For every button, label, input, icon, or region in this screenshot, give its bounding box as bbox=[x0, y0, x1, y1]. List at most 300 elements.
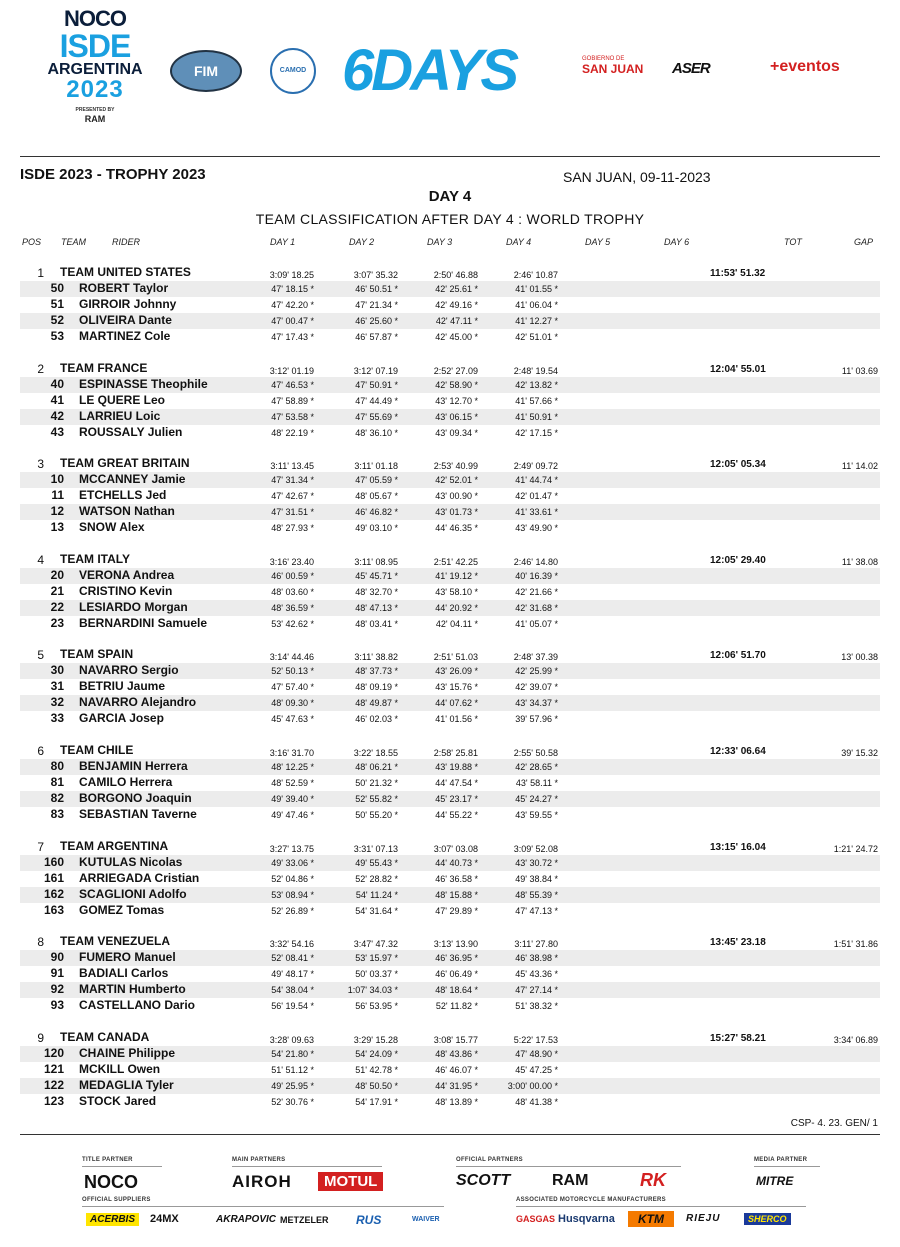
rider-name: MEDAGLIA Tyler bbox=[79, 1077, 174, 1092]
rider-day3-time: 48' 43.86 * bbox=[435, 1048, 478, 1059]
rider-day4-time: 41' 12.27 * bbox=[515, 316, 558, 326]
rider-day3-time: 42' 52.01 * bbox=[435, 475, 478, 486]
rider-day2-time: 52' 55.82 * bbox=[355, 794, 398, 804]
rider-day2-time: 45' 45.71 * bbox=[355, 570, 398, 581]
rider-name: SCAGLIONI Adolfo bbox=[79, 886, 187, 901]
rider-number: 53 bbox=[50, 329, 64, 343]
ram-logo: RAM bbox=[552, 1172, 589, 1189]
eventos-logo: +eventos bbox=[770, 58, 840, 75]
rider-day4-time: 47' 47.13 * bbox=[515, 905, 558, 916]
title-partner-label: TITLE PARTNER bbox=[82, 1157, 133, 1163]
document-code: CSP- 4. 23. GEN/ 1 bbox=[790, 1118, 878, 1129]
team-total-time: 13:15' 16.04 bbox=[710, 841, 766, 853]
rider-day1-time: 52' 08.41 * bbox=[271, 953, 314, 964]
team-total-time: 15:27' 58.21 bbox=[710, 1032, 766, 1044]
team-day1-time: 3:16' 31.70 bbox=[269, 748, 314, 758]
rider-day4-time: 41' 01.55 * bbox=[515, 284, 558, 294]
rider-number: 163 bbox=[43, 902, 64, 917]
col-day5: DAY 5 bbox=[585, 237, 611, 247]
rider-name: MCCANNEY Jamie bbox=[79, 472, 186, 487]
rider-day1-time: 52' 30.76 * bbox=[271, 1096, 314, 1107]
rider-day2-time: 46' 57.87 * bbox=[355, 332, 398, 342]
rider-day2-time: 50' 21.32 * bbox=[355, 778, 398, 788]
rider-day3-time: 44' 31.95 * bbox=[435, 1080, 478, 1091]
team-name: TEAM UNITED STATES bbox=[60, 265, 191, 279]
team-name: TEAM SPAIN bbox=[60, 647, 134, 662]
rider-name: BETRIU Jaume bbox=[79, 679, 166, 694]
team-position: 7 bbox=[37, 839, 44, 854]
rider-name: BADIALI Carlos bbox=[79, 966, 169, 981]
rider-day3-time: 41' 01.56 * bbox=[435, 714, 478, 725]
rider-day1-time: 49' 47.46 * bbox=[271, 810, 314, 820]
rider-day1-time: 49' 39.40 * bbox=[271, 794, 314, 804]
rider-day4-time: 48' 41.38 * bbox=[515, 1096, 558, 1107]
team-position: 9 bbox=[37, 1030, 44, 1045]
rider-name: CASTELLANO Dario bbox=[79, 998, 196, 1013]
team-position: 2 bbox=[37, 361, 44, 376]
rider-row bbox=[20, 903, 880, 919]
classification-subtitle: TEAM CLASSIFICATION AFTER DAY 4 : WORLD TROPHY bbox=[255, 211, 645, 227]
rider-day3-time: 45' 23.17 * bbox=[435, 794, 478, 804]
rider-name: ARRIEGADA Cristian bbox=[79, 870, 200, 885]
associated-manufacturers-label: ASSOCIATED MOTORCYCLE MANUFACTURERS bbox=[516, 1197, 666, 1203]
rider-number: 21 bbox=[50, 583, 64, 598]
rider-day4-time: 39' 57.96 * bbox=[515, 714, 558, 725]
rider-day3-time: 44' 47.54 * bbox=[435, 778, 478, 788]
rider-row bbox=[20, 472, 880, 488]
team-day1-time: 3:12' 01.19 bbox=[269, 365, 314, 376]
isde-argentina-logo: NOCO ISDE ARGENTINA 2023 PRESENTED BY RAM bbox=[47, 6, 143, 124]
rider-day2-time: 54' 11.24 * bbox=[355, 889, 398, 900]
rider-day2-time: 47' 50.91 * bbox=[355, 379, 398, 390]
rider-number: 43 bbox=[50, 424, 64, 439]
rider-day1-time: 46' 00.59 * bbox=[271, 570, 314, 581]
rider-number: 23 bbox=[50, 615, 64, 630]
rider-row bbox=[20, 584, 880, 600]
team-day4-time: 2:49' 09.72 bbox=[513, 461, 558, 472]
col-day6: DAY 6 bbox=[664, 237, 690, 247]
team-day4-time: 5:22' 17.53 bbox=[513, 1034, 558, 1045]
team-day1-time: 3:09' 18.25 bbox=[269, 270, 314, 280]
rider-number: 22 bbox=[50, 599, 64, 614]
team-day3-time: 2:52' 27.09 bbox=[433, 365, 478, 376]
rider-day1-time: 53' 08.94 * bbox=[271, 889, 314, 900]
official-suppliers-label: OFFICIAL SUPPLIERS bbox=[82, 1197, 151, 1203]
rider-day3-time: 48' 18.64 * bbox=[435, 985, 478, 996]
team-total-time: 13:45' 23.18 bbox=[710, 937, 766, 949]
sixdays-logo: 6DAYS bbox=[342, 38, 517, 103]
rider-day4-time: 42' 39.07 * bbox=[515, 682, 558, 693]
rider-row bbox=[20, 297, 880, 313]
rider-day3-time: 46' 06.49 * bbox=[435, 969, 478, 980]
rider-name: CHAINE Philippe bbox=[79, 1045, 176, 1060]
team-row bbox=[20, 552, 880, 568]
rider-day1-time: 54' 21.80 * bbox=[271, 1048, 314, 1059]
rider-day3-time: 42' 45.00 * bbox=[435, 332, 478, 342]
team-day2-time: 3:31' 07.13 bbox=[353, 843, 398, 854]
day-title: DAY 4 bbox=[428, 188, 472, 205]
rider-day3-time: 44' 40.73 * bbox=[435, 857, 478, 868]
team-total-time: 12:06' 51.70 bbox=[710, 650, 766, 662]
rider-day1-time: 45' 47.63 * bbox=[271, 714, 314, 725]
team-name: TEAM GREAT BRITAIN bbox=[60, 456, 190, 471]
team-gap: 1:21' 24.72 bbox=[833, 843, 878, 854]
rider-row bbox=[20, 679, 880, 695]
rider-day2-time: 46' 46.82 * bbox=[355, 507, 398, 518]
rider-name: MARTINEZ Cole bbox=[79, 329, 171, 343]
rider-day1-time: 49' 48.17 * bbox=[271, 969, 314, 980]
rider-number: 41 bbox=[50, 392, 64, 407]
rider-row bbox=[20, 1062, 880, 1078]
rider-row bbox=[20, 871, 880, 887]
rider-number: 123 bbox=[43, 1093, 64, 1108]
rider-name: LARRIEU Loic bbox=[79, 408, 161, 423]
rider-day2-time: 47' 44.49 * bbox=[355, 395, 398, 406]
rider-number: 122 bbox=[43, 1077, 64, 1092]
rider-day1-time: 48' 27.93 * bbox=[271, 523, 314, 534]
rider-name: MCKILL Owen bbox=[79, 1061, 161, 1076]
rider-day3-time: 42' 25.61 * bbox=[435, 284, 478, 294]
rider-day4-time: 43' 49.90 * bbox=[515, 523, 558, 534]
rider-row bbox=[20, 791, 880, 807]
rider-day4-time: 3:00' 00.00 * bbox=[507, 1080, 558, 1091]
col-day1: DAY 1 bbox=[270, 237, 296, 247]
rider-day3-time: 43' 58.10 * bbox=[435, 586, 478, 597]
rider-number: 90 bbox=[50, 950, 64, 965]
team-name: TEAM VENEZUELA bbox=[60, 934, 171, 949]
acerbis-logo: ACERBIS bbox=[86, 1213, 139, 1226]
rider-row bbox=[20, 966, 880, 982]
col-day2: DAY 2 bbox=[349, 237, 375, 247]
rider-day1-time: 47' 00.47 * bbox=[271, 316, 314, 326]
rider-number: 33 bbox=[50, 711, 64, 726]
rider-number: 11 bbox=[51, 488, 64, 503]
team-position: 8 bbox=[37, 935, 44, 950]
team-day4-time: 2:46' 10.87 bbox=[513, 270, 558, 280]
rider-row bbox=[20, 616, 880, 632]
team-gap: 39' 15.32 bbox=[841, 748, 878, 758]
rider-number: 30 bbox=[50, 663, 64, 678]
team-gap: 11' 14.02 bbox=[841, 461, 878, 472]
team-day1-time: 3:27' 13.75 bbox=[269, 843, 314, 854]
rider-day1-time: 47' 31.51 * bbox=[271, 507, 314, 518]
rider-day3-time: 43' 12.70 * bbox=[435, 395, 478, 406]
media-partner-label: MEDIA PARTNER bbox=[754, 1157, 808, 1163]
rider-day2-time: 46' 50.51 * bbox=[355, 284, 398, 294]
team-day4-time: 3:09' 52.08 bbox=[513, 843, 558, 854]
rider-day4-time: 42' 31.68 * bbox=[515, 602, 558, 613]
ktm-logo: KTM bbox=[628, 1211, 674, 1227]
rider-day2-time: 48' 05.67 * bbox=[355, 491, 398, 502]
rider-day4-time: 42' 17.15 * bbox=[515, 427, 558, 438]
team-day4-time: 2:46' 14.80 bbox=[513, 556, 558, 567]
rider-day1-time: 52' 04.86 * bbox=[271, 873, 314, 884]
rider-name: FUMERO Manuel bbox=[79, 950, 176, 965]
rider-day1-time: 52' 50.13 * bbox=[271, 666, 314, 677]
rider-day1-time: 47' 58.89 * bbox=[271, 395, 314, 406]
rider-number: 93 bbox=[50, 998, 64, 1013]
rider-day3-time: 42' 04.11 * bbox=[435, 618, 478, 629]
rider-name: NAVARRO Sergio bbox=[79, 663, 179, 678]
rider-day3-time: 43' 19.88 * bbox=[435, 762, 478, 772]
rider-row bbox=[20, 759, 880, 775]
rider-day2-time: 1:07' 34.03 * bbox=[347, 985, 398, 996]
sherco-logo: SHERCO bbox=[744, 1213, 791, 1225]
rider-row bbox=[20, 488, 880, 504]
team-name: TEAM CHILE bbox=[60, 743, 134, 757]
rider-day2-time: 54' 31.64 * bbox=[355, 905, 398, 916]
rider-day2-time: 47' 05.59 * bbox=[355, 475, 398, 486]
scott-logo: SCOTT bbox=[456, 1172, 511, 1189]
team-day3-time: 2:58' 25.81 bbox=[433, 748, 478, 758]
rider-day2-time: 48' 09.19 * bbox=[355, 682, 398, 693]
rider-day1-time: 54' 38.04 * bbox=[271, 985, 314, 996]
rider-row bbox=[20, 329, 880, 345]
team-day4-time: 2:48' 37.39 bbox=[513, 652, 558, 663]
rider-number: 82 bbox=[50, 791, 64, 805]
rider-day3-time: 44' 55.22 * bbox=[435, 810, 478, 820]
header-divider bbox=[20, 156, 880, 157]
rider-day3-time: 46' 36.95 * bbox=[435, 953, 478, 964]
rider-day3-time: 48' 15.88 * bbox=[435, 889, 478, 900]
rider-name: OLIVEIRA Dante bbox=[79, 313, 172, 327]
rider-day4-time: 49' 38.84 * bbox=[515, 873, 558, 884]
team-day3-time: 3:13' 13.90 bbox=[433, 939, 478, 950]
rider-name: WATSON Nathan bbox=[79, 504, 175, 519]
rider-name: STOCK Jared bbox=[79, 1093, 157, 1108]
rider-day4-time: 42' 21.66 * bbox=[515, 586, 558, 597]
rider-name: SNOW Alex bbox=[79, 520, 145, 535]
rider-row bbox=[20, 695, 880, 711]
rider-day1-time: 48' 03.60 * bbox=[271, 586, 314, 597]
rider-name: ETCHELLS Jed bbox=[79, 488, 167, 503]
rider-day4-time: 47' 48.90 * bbox=[515, 1048, 558, 1059]
rider-day4-time: 41' 57.66 * bbox=[515, 395, 558, 406]
rider-row bbox=[20, 281, 880, 297]
rider-day4-time: 42' 01.47 * bbox=[515, 491, 558, 502]
team-gap: 1:51' 31.86 bbox=[833, 939, 878, 950]
rider-name: BENJAMIN Herrera bbox=[79, 759, 188, 773]
rider-day2-time: 47' 21.34 * bbox=[355, 300, 398, 310]
col-team: TEAM bbox=[61, 237, 87, 247]
rider-row bbox=[20, 950, 880, 966]
rider-day1-time: 51' 51.12 * bbox=[271, 1064, 314, 1075]
rider-day1-time: 48' 52.59 * bbox=[271, 778, 314, 788]
team-day3-time: 3:07' 03.08 bbox=[433, 843, 478, 854]
col-day4: DAY 4 bbox=[506, 237, 532, 247]
rider-day1-time: 47' 17.43 * bbox=[271, 332, 314, 342]
rider-day2-time: 48' 03.41 * bbox=[355, 618, 398, 629]
motul-logo: MOTUL bbox=[318, 1172, 383, 1191]
rider-day3-time: 41' 19.12 * bbox=[435, 570, 478, 581]
rider-row bbox=[20, 1046, 880, 1062]
rider-day4-time: 41' 05.07 * bbox=[515, 618, 558, 629]
team-day2-time: 3:07' 35.32 bbox=[353, 270, 398, 280]
rider-day3-time: 44' 07.62 * bbox=[435, 698, 478, 709]
rider-day1-time: 47' 53.58 * bbox=[271, 411, 314, 422]
document-title: ISDE 2023 - TROPHY 2023 bbox=[20, 166, 206, 183]
gasgas-logo: GASGAS bbox=[516, 1214, 556, 1224]
col-tot: TOT bbox=[784, 237, 802, 247]
rider-day3-time: 43' 01.73 * bbox=[435, 507, 478, 518]
team-day2-time: 3:11' 38.82 bbox=[354, 652, 398, 663]
team-row bbox=[20, 934, 880, 950]
team-total-time: 12:04' 55.01 bbox=[710, 363, 766, 375]
rus-logo: RUS bbox=[356, 1213, 382, 1227]
rider-row bbox=[20, 600, 880, 616]
rider-day2-time: 48' 36.10 * bbox=[355, 427, 398, 438]
team-row bbox=[20, 265, 880, 281]
rider-day3-time: 44' 46.35 * bbox=[435, 523, 478, 534]
rider-day3-time: 48' 13.89 * bbox=[435, 1096, 478, 1107]
rider-name: BERNARDINI Samuele bbox=[79, 615, 208, 630]
rider-day4-time: 41' 33.61 * bbox=[515, 507, 558, 518]
rider-row bbox=[20, 1078, 880, 1094]
rider-day1-time: 47' 46.53 * bbox=[271, 379, 314, 390]
team-row bbox=[20, 743, 880, 759]
rider-day2-time: 47' 55.69 * bbox=[355, 411, 398, 422]
akrapovic-logo: AKRAPOVIC bbox=[216, 1214, 277, 1225]
rider-day2-time: 46' 02.03 * bbox=[355, 714, 398, 725]
team-day4-time: 2:55' 50.58 bbox=[513, 748, 558, 758]
team-day3-time: 2:53' 40.99 bbox=[433, 461, 478, 472]
rider-number: 92 bbox=[50, 982, 64, 997]
rider-row bbox=[20, 313, 880, 329]
team-row bbox=[20, 1030, 880, 1046]
rider-day2-time: 48' 06.21 * bbox=[355, 762, 398, 772]
rider-day1-time: 47' 42.20 * bbox=[271, 300, 314, 310]
rider-day4-time: 42' 28.65 * bbox=[515, 762, 558, 772]
cam-logo: CAMOD bbox=[270, 48, 316, 94]
team-day4-time: 3:11' 27.80 bbox=[514, 939, 558, 950]
team-day2-time: 3:22' 18.55 bbox=[353, 748, 398, 758]
rider-day4-time: 47' 27.14 * bbox=[515, 985, 558, 996]
team-day3-time: 2:51' 51.03 bbox=[433, 652, 478, 663]
rider-name: CRISTINO Kevin bbox=[79, 583, 173, 598]
rider-number: 12 bbox=[50, 504, 64, 519]
team-name: TEAM ARGENTINA bbox=[60, 838, 169, 853]
rider-row bbox=[20, 425, 880, 441]
rider-number: 50 bbox=[50, 281, 64, 295]
rider-name: VERONA Andrea bbox=[79, 567, 175, 582]
team-day1-time: 3:16' 23.40 bbox=[269, 556, 314, 567]
noco-logo: NOCO bbox=[84, 1172, 138, 1192]
rider-day2-time: 56' 53.95 * bbox=[355, 1001, 398, 1012]
rider-day3-time: 47' 29.89 * bbox=[435, 905, 478, 916]
rider-day2-time: 52' 28.82 * bbox=[355, 873, 398, 884]
team-total-time: 12:05' 29.40 bbox=[710, 554, 766, 566]
col-rider: RIDER bbox=[112, 237, 141, 247]
rider-day4-time: 41' 50.91 * bbox=[515, 411, 558, 422]
rider-day3-time: 43' 06.15 * bbox=[435, 411, 478, 422]
rider-day4-time: 43' 58.11 * bbox=[515, 778, 558, 788]
rider-row bbox=[20, 520, 880, 536]
rider-number: 10 bbox=[50, 472, 64, 487]
team-day3-time: 2:51' 42.25 bbox=[433, 556, 478, 567]
team-day2-time: 3:12' 07.19 bbox=[353, 365, 398, 376]
rider-row bbox=[20, 807, 880, 823]
rider-day1-time: 47' 57.40 * bbox=[271, 682, 314, 693]
rider-day2-time: 53' 15.97 * bbox=[355, 953, 398, 964]
team-day1-time: 3:14' 44.46 bbox=[269, 652, 314, 663]
rider-day3-time: 43' 09.34 * bbox=[435, 427, 478, 438]
rider-name: SEBASTIAN Taverne bbox=[79, 807, 197, 821]
rider-number: 91 bbox=[50, 966, 64, 981]
rider-day1-time: 47' 42.67 * bbox=[271, 491, 314, 502]
team-position: 3 bbox=[37, 457, 44, 472]
team-name: TEAM CANADA bbox=[60, 1029, 150, 1044]
team-day3-time: 2:50' 46.88 bbox=[433, 270, 478, 280]
rider-day2-time: 49' 55.43 * bbox=[355, 857, 398, 868]
team-day2-time: 3:11' 01.18 bbox=[354, 461, 398, 472]
rider-day3-time: 42' 58.90 * bbox=[435, 379, 478, 390]
rider-day3-time: 43' 00.90 * bbox=[435, 491, 478, 502]
team-position: 5 bbox=[37, 648, 44, 663]
rider-row bbox=[20, 568, 880, 584]
rider-name: GOMEZ Tomas bbox=[79, 902, 165, 917]
team-day1-time: 3:11' 13.45 bbox=[270, 461, 314, 472]
team-position: 4 bbox=[37, 552, 44, 567]
fim-logo: FIM bbox=[170, 50, 242, 92]
rider-name: CAMILO Herrera bbox=[79, 775, 173, 789]
rider-day2-time: 46' 25.60 * bbox=[355, 316, 398, 326]
rider-day4-time: 42' 51.01 * bbox=[515, 332, 558, 342]
main-partners-label: MAIN PARTNERS bbox=[232, 1157, 286, 1163]
rider-day1-time: 48' 12.25 * bbox=[271, 762, 314, 772]
rider-day3-time: 43' 15.76 * bbox=[435, 682, 478, 693]
rider-day3-time: 42' 47.11 * bbox=[435, 316, 478, 326]
rider-day2-time: 54' 17.91 * bbox=[355, 1096, 398, 1107]
rider-day1-time: 48' 22.19 * bbox=[271, 427, 314, 438]
rider-number: 52 bbox=[50, 313, 64, 327]
team-day1-time: 3:28' 09.63 bbox=[269, 1034, 314, 1045]
aser-logo: ASER bbox=[672, 60, 710, 77]
rider-row bbox=[20, 377, 880, 393]
rider-day3-time: 52' 11.82 * bbox=[435, 1001, 478, 1012]
rider-name: BORGONO Joaquin bbox=[79, 791, 192, 805]
rider-row bbox=[20, 855, 880, 871]
san-juan-logo: GOBIERNO DE SAN JUAN bbox=[582, 56, 644, 76]
24mx-logo: 24MX bbox=[150, 1213, 179, 1225]
rider-row bbox=[20, 711, 880, 727]
rider-day4-time: 42' 25.99 * bbox=[515, 666, 558, 677]
rider-number: 162 bbox=[43, 886, 64, 901]
rider-day1-time: 48' 09.30 * bbox=[271, 698, 314, 709]
team-total-time: 11:53' 51.32 bbox=[710, 268, 766, 279]
rider-row bbox=[20, 998, 880, 1014]
rider-day4-time: 43' 34.37 * bbox=[515, 698, 558, 709]
airoh-logo: AIROH bbox=[232, 1172, 292, 1191]
rider-number: 80 bbox=[50, 759, 64, 773]
rk-logo: RK bbox=[640, 1170, 666, 1190]
rider-day1-time: 47' 18.15 * bbox=[271, 284, 314, 294]
location-date: SAN JUAN, 09-11-2023 bbox=[563, 169, 711, 185]
rider-number: 83 bbox=[50, 807, 64, 821]
team-day2-time: 3:29' 15.28 bbox=[353, 1034, 398, 1045]
col-day3: DAY 3 bbox=[427, 237, 453, 247]
team-row bbox=[20, 839, 880, 855]
rider-day3-time: 46' 46.07 * bbox=[435, 1064, 478, 1075]
team-day1-time: 3:32' 54.16 bbox=[269, 939, 314, 950]
rider-day1-time: 48' 36.59 * bbox=[271, 602, 314, 613]
header-logos bbox=[0, 0, 900, 150]
col-pos: POS bbox=[22, 237, 42, 247]
rider-day1-time: 52' 26.89 * bbox=[271, 905, 314, 916]
rider-day1-time: 49' 25.95 * bbox=[271, 1080, 314, 1091]
rider-name: GIRROIR Johnny bbox=[79, 297, 177, 311]
rider-number: 13 bbox=[50, 520, 64, 535]
rider-name: ROUSSALY Julien bbox=[79, 424, 183, 439]
